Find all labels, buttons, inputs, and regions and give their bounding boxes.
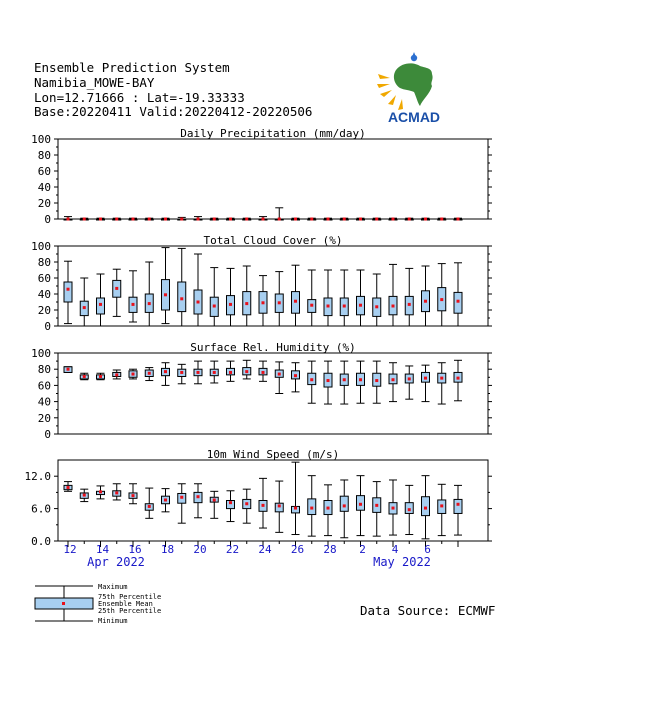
mean-marker bbox=[327, 507, 330, 510]
mean-marker bbox=[408, 377, 411, 380]
box-day-17 bbox=[324, 270, 332, 326]
mean-marker bbox=[359, 378, 362, 381]
mean-marker bbox=[262, 504, 265, 507]
iqr-box bbox=[454, 499, 462, 513]
mean-marker bbox=[229, 371, 232, 374]
box-day-6 bbox=[145, 262, 153, 326]
panel-4 bbox=[25, 448, 493, 548]
panel-3 bbox=[31, 341, 492, 441]
box-day-1 bbox=[64, 482, 72, 492]
x-tick-label: 2 bbox=[359, 543, 366, 556]
box-day-22 bbox=[405, 485, 413, 534]
box-day-12 bbox=[243, 218, 251, 221]
panel-title: Surface Rel. Humidity (%) bbox=[190, 341, 356, 354]
y-tick-label: 0 bbox=[44, 213, 51, 226]
base-valid-dates: Base:20220411 Valid:20220412-20220506 bbox=[34, 104, 313, 119]
mean-marker bbox=[245, 502, 248, 505]
mean-marker bbox=[148, 372, 151, 375]
mean-marker bbox=[180, 371, 183, 374]
mean-marker bbox=[83, 218, 86, 221]
mean-marker bbox=[99, 303, 102, 306]
box-day-11 bbox=[227, 268, 235, 326]
panel-title: Daily Precipitation (mm/day) bbox=[180, 127, 366, 140]
panel-1 bbox=[31, 127, 492, 226]
box-day-12 bbox=[243, 266, 251, 326]
mean-marker bbox=[99, 218, 102, 221]
mean-marker bbox=[67, 368, 70, 371]
box-day-22 bbox=[405, 218, 413, 221]
box-day-3 bbox=[97, 486, 105, 499]
box-day-16 bbox=[308, 476, 316, 536]
mean-marker bbox=[392, 378, 395, 381]
y-tick-label: 100 bbox=[31, 240, 51, 253]
iqr-box bbox=[64, 282, 72, 302]
x-tick-label: 22 bbox=[225, 543, 240, 556]
mean-marker bbox=[115, 373, 118, 376]
box-day-2 bbox=[80, 373, 88, 379]
panel-title: 10m Wind Speed (m/s) bbox=[206, 448, 340, 461]
box-day-2 bbox=[80, 278, 88, 326]
month-label-apr: Apr 2022 bbox=[87, 555, 145, 569]
box-day-14 bbox=[275, 272, 283, 326]
mean-marker bbox=[115, 491, 118, 494]
box-day-11 bbox=[227, 491, 235, 522]
box-day-20 bbox=[373, 361, 381, 403]
panel-2 bbox=[31, 234, 492, 333]
legend-mean-label: Ensemble Mean bbox=[98, 600, 153, 608]
y-tick-label: 20 bbox=[37, 197, 51, 210]
box-day-5 bbox=[129, 484, 137, 504]
mean-marker bbox=[245, 302, 248, 305]
box-day-8 bbox=[178, 248, 186, 326]
mean-marker bbox=[457, 503, 460, 506]
box-day-23 bbox=[422, 365, 430, 401]
mean-marker bbox=[197, 218, 200, 221]
x-tick-label: 12 bbox=[63, 543, 77, 556]
mean-marker bbox=[408, 303, 411, 306]
y-tick-label: 20 bbox=[37, 411, 51, 425]
box-day-25 bbox=[454, 218, 462, 221]
x-tick-label: 4 bbox=[391, 543, 399, 556]
box-day-18 bbox=[340, 270, 348, 326]
mean-marker bbox=[327, 379, 330, 382]
box-day-3 bbox=[97, 373, 105, 379]
box-day-16 bbox=[308, 218, 316, 221]
box-day-4 bbox=[113, 269, 121, 316]
y-tick-label: 40 bbox=[37, 288, 51, 301]
box-day-22 bbox=[405, 366, 413, 399]
box-day-24 bbox=[438, 363, 446, 404]
coordinates: Lon=12.71666 : Lat=-19.33333 bbox=[34, 90, 245, 105]
mean-marker bbox=[245, 370, 248, 373]
mean-marker bbox=[213, 371, 216, 374]
box-day-23 bbox=[422, 218, 430, 221]
mean-marker bbox=[457, 300, 460, 303]
y-tick-label: 0 bbox=[44, 428, 51, 441]
box-day-12 bbox=[243, 489, 251, 523]
y-tick-label: 60 bbox=[37, 272, 51, 285]
mean-marker bbox=[213, 218, 216, 221]
mean-marker bbox=[310, 304, 313, 307]
mean-marker bbox=[392, 305, 395, 308]
box-day-19 bbox=[357, 361, 365, 403]
box-day-2 bbox=[80, 489, 88, 501]
box-day-18 bbox=[340, 218, 348, 221]
box-day-10 bbox=[210, 268, 218, 326]
box-day-13 bbox=[259, 217, 267, 221]
mean-marker bbox=[197, 495, 200, 498]
box-day-19 bbox=[357, 218, 365, 221]
mean-marker bbox=[278, 373, 281, 376]
y-tick-label: 80 bbox=[37, 363, 51, 377]
box-day-10 bbox=[210, 218, 218, 221]
box-day-13 bbox=[259, 276, 267, 326]
y-tick-label: 0.0 bbox=[31, 535, 51, 548]
box-day-4 bbox=[113, 484, 121, 500]
x-tick-label: 26 bbox=[290, 543, 305, 556]
x-tick-label: 14 bbox=[95, 543, 110, 556]
box-day-8 bbox=[178, 484, 186, 523]
mean-marker bbox=[424, 377, 427, 380]
box-day-7 bbox=[162, 218, 170, 221]
mean-marker bbox=[457, 218, 460, 221]
box-day-14 bbox=[275, 481, 283, 532]
mean-marker bbox=[408, 508, 411, 511]
station-name: Namibia_MOWE-BAY bbox=[34, 75, 155, 90]
legend-mean-dot bbox=[62, 602, 65, 605]
y-tick-label: 40 bbox=[37, 395, 51, 409]
mean-marker bbox=[213, 498, 216, 501]
mean-marker bbox=[83, 306, 86, 309]
mean-marker bbox=[424, 507, 427, 510]
box-day-1 bbox=[64, 261, 72, 323]
box-day-9 bbox=[194, 484, 202, 518]
y-tick-label: 80 bbox=[37, 256, 51, 269]
mean-marker bbox=[408, 218, 411, 221]
box-day-13 bbox=[259, 361, 267, 381]
mean-marker bbox=[148, 302, 151, 305]
mean-marker bbox=[164, 293, 167, 296]
box-day-6 bbox=[145, 488, 153, 518]
mean-marker bbox=[278, 504, 281, 507]
mean-marker bbox=[229, 218, 232, 221]
box-day-24 bbox=[438, 264, 446, 326]
box-day-21 bbox=[389, 264, 397, 326]
legend-p25-label: 25th Percentile bbox=[98, 607, 162, 615]
mean-marker bbox=[67, 218, 70, 221]
box-day-25 bbox=[454, 360, 462, 401]
mean-marker bbox=[359, 218, 362, 221]
mean-marker bbox=[392, 507, 395, 510]
box-day-17 bbox=[324, 361, 332, 404]
box-day-9 bbox=[194, 361, 202, 384]
mean-marker bbox=[213, 305, 216, 308]
x-tick-label: 20 bbox=[193, 543, 207, 556]
mean-marker bbox=[67, 486, 70, 489]
box-day-11 bbox=[227, 218, 235, 221]
box-day-15 bbox=[292, 265, 300, 326]
box-day-25 bbox=[454, 485, 462, 535]
box-day-3 bbox=[97, 218, 105, 221]
box-day-9 bbox=[194, 217, 202, 221]
mean-marker bbox=[294, 218, 297, 221]
y-tick-label: 6.0 bbox=[31, 502, 51, 516]
iqr-box bbox=[405, 503, 413, 514]
y-tick-label: 100 bbox=[31, 133, 51, 146]
plot-frame bbox=[58, 246, 488, 326]
box-day-7 bbox=[162, 248, 170, 324]
box-day-16 bbox=[308, 361, 316, 403]
box-day-15 bbox=[292, 218, 300, 221]
mean-marker bbox=[440, 218, 443, 221]
mean-marker bbox=[148, 218, 151, 221]
box-day-4 bbox=[113, 218, 121, 221]
box-day-9 bbox=[194, 254, 202, 326]
box-day-6 bbox=[145, 218, 153, 221]
mean-marker bbox=[343, 305, 346, 308]
mean-marker bbox=[294, 374, 297, 377]
mean-marker bbox=[132, 218, 135, 221]
box-day-1 bbox=[64, 367, 72, 373]
mean-marker bbox=[115, 287, 118, 290]
box-day-17 bbox=[324, 218, 332, 221]
y-tick-label: 80 bbox=[37, 149, 51, 162]
box-day-7 bbox=[162, 489, 170, 512]
mean-marker bbox=[294, 300, 297, 303]
mean-marker bbox=[148, 505, 151, 508]
mean-marker bbox=[67, 288, 70, 291]
box-day-24 bbox=[438, 218, 446, 221]
mean-marker bbox=[375, 504, 378, 507]
box-day-10 bbox=[210, 361, 218, 383]
box-day-20 bbox=[373, 482, 381, 537]
y-tick-label: 20 bbox=[37, 304, 51, 317]
y-tick-label: 60 bbox=[37, 165, 51, 178]
box-day-25 bbox=[454, 263, 462, 326]
legend bbox=[35, 586, 93, 621]
box-day-21 bbox=[389, 363, 397, 402]
mean-marker bbox=[197, 301, 200, 304]
month-label-may: May 2022 bbox=[373, 555, 431, 569]
box-day-5 bbox=[129, 218, 137, 221]
mean-marker bbox=[440, 377, 443, 380]
mean-marker bbox=[359, 304, 362, 307]
box-day-21 bbox=[389, 480, 397, 535]
box-day-14 bbox=[275, 362, 283, 394]
box-day-5 bbox=[129, 271, 137, 322]
legend-p75-label: 75th Percentile bbox=[98, 593, 162, 601]
box-day-16 bbox=[308, 270, 316, 326]
mean-marker bbox=[245, 218, 248, 221]
box-day-19 bbox=[357, 270, 365, 326]
box-day-6 bbox=[145, 368, 153, 381]
box-day-8 bbox=[178, 364, 186, 383]
iqr-box bbox=[97, 298, 105, 314]
iqr-box bbox=[454, 292, 462, 313]
mean-marker bbox=[229, 303, 232, 306]
mean-marker bbox=[262, 218, 265, 221]
box-day-2 bbox=[80, 218, 88, 221]
box-day-23 bbox=[422, 266, 430, 326]
box-day-22 bbox=[405, 268, 413, 326]
box-day-17 bbox=[324, 485, 332, 536]
mean-marker bbox=[343, 218, 346, 221]
y-tick-label: 0 bbox=[44, 320, 51, 333]
x-tick-label: 24 bbox=[258, 543, 272, 556]
mean-marker bbox=[115, 218, 118, 221]
box-day-15 bbox=[292, 363, 300, 392]
box-day-4 bbox=[113, 370, 121, 379]
mean-marker bbox=[132, 373, 135, 376]
x-tick-label: 18 bbox=[160, 543, 175, 556]
mean-marker bbox=[99, 375, 102, 378]
title: Ensemble Prediction System bbox=[34, 60, 230, 75]
box-day-10 bbox=[210, 491, 218, 518]
mean-marker bbox=[278, 218, 281, 221]
box-day-5 bbox=[129, 369, 137, 379]
legend-minimum-label: Minimum bbox=[98, 617, 128, 625]
mean-marker bbox=[83, 494, 86, 497]
box-day-13 bbox=[259, 478, 267, 528]
box-day-1 bbox=[64, 217, 72, 221]
mean-marker bbox=[164, 218, 167, 221]
mean-marker bbox=[375, 379, 378, 382]
y-tick-label: 60 bbox=[37, 379, 51, 393]
box-day-8 bbox=[178, 217, 186, 220]
mean-marker bbox=[424, 218, 427, 221]
mean-marker bbox=[83, 375, 86, 378]
x-tick-label: 6 bbox=[424, 543, 431, 556]
box-day-15 bbox=[292, 462, 300, 534]
box-day-18 bbox=[340, 480, 348, 538]
mean-marker bbox=[327, 305, 330, 308]
box-day-23 bbox=[422, 476, 430, 539]
mean-marker bbox=[343, 504, 346, 507]
mean-marker bbox=[164, 370, 167, 373]
box-day-20 bbox=[373, 218, 381, 221]
x-tick-label: 28 bbox=[323, 543, 337, 556]
mean-marker bbox=[278, 301, 281, 304]
logo-text: ACMAD bbox=[387, 109, 441, 125]
iqr-box bbox=[422, 497, 430, 516]
mean-marker bbox=[327, 218, 330, 221]
mean-marker bbox=[262, 371, 265, 374]
box-day-20 bbox=[373, 274, 381, 326]
mean-marker bbox=[440, 504, 443, 507]
mean-marker bbox=[440, 298, 443, 301]
mean-marker bbox=[343, 378, 346, 381]
mean-marker bbox=[310, 218, 313, 221]
legend-maximum-label: Maximum bbox=[98, 583, 128, 591]
iqr-box bbox=[178, 282, 186, 312]
mean-marker bbox=[392, 218, 395, 221]
iqr-box bbox=[340, 496, 348, 511]
mean-marker bbox=[375, 218, 378, 221]
box-day-24 bbox=[438, 484, 446, 535]
box-day-11 bbox=[227, 361, 235, 381]
box-day-21 bbox=[389, 218, 397, 221]
mean-marker bbox=[457, 377, 460, 380]
y-tick-label: 100 bbox=[31, 347, 51, 360]
mean-marker bbox=[359, 503, 362, 506]
plot-frame bbox=[58, 139, 488, 219]
mean-marker bbox=[294, 507, 297, 510]
mean-marker bbox=[310, 378, 313, 381]
box-day-14 bbox=[275, 208, 283, 221]
mean-marker bbox=[132, 494, 135, 497]
box-day-12 bbox=[243, 360, 251, 379]
x-axis bbox=[63, 541, 458, 569]
mean-marker bbox=[375, 305, 378, 308]
mean-marker bbox=[180, 496, 183, 499]
mean-marker bbox=[99, 490, 102, 493]
box-day-3 bbox=[97, 274, 105, 326]
mean-marker bbox=[180, 297, 183, 300]
mean-marker bbox=[229, 501, 232, 504]
box-day-18 bbox=[340, 361, 348, 404]
mean-marker bbox=[164, 498, 167, 501]
box-day-7 bbox=[162, 363, 170, 386]
data-source: Data Source: ECMWF bbox=[360, 603, 496, 618]
y-tick-label: 40 bbox=[37, 181, 51, 194]
y-tick-label: 12.0 bbox=[24, 470, 51, 484]
mean-marker bbox=[310, 507, 313, 510]
mean-marker bbox=[132, 303, 135, 306]
mean-marker bbox=[424, 300, 427, 303]
panel-title: Total Cloud Cover (%) bbox=[203, 234, 343, 247]
mean-marker bbox=[262, 301, 265, 304]
mean-marker bbox=[197, 371, 200, 374]
x-tick-label: 16 bbox=[128, 543, 142, 556]
box-day-19 bbox=[357, 476, 365, 536]
mean-marker bbox=[180, 218, 183, 221]
